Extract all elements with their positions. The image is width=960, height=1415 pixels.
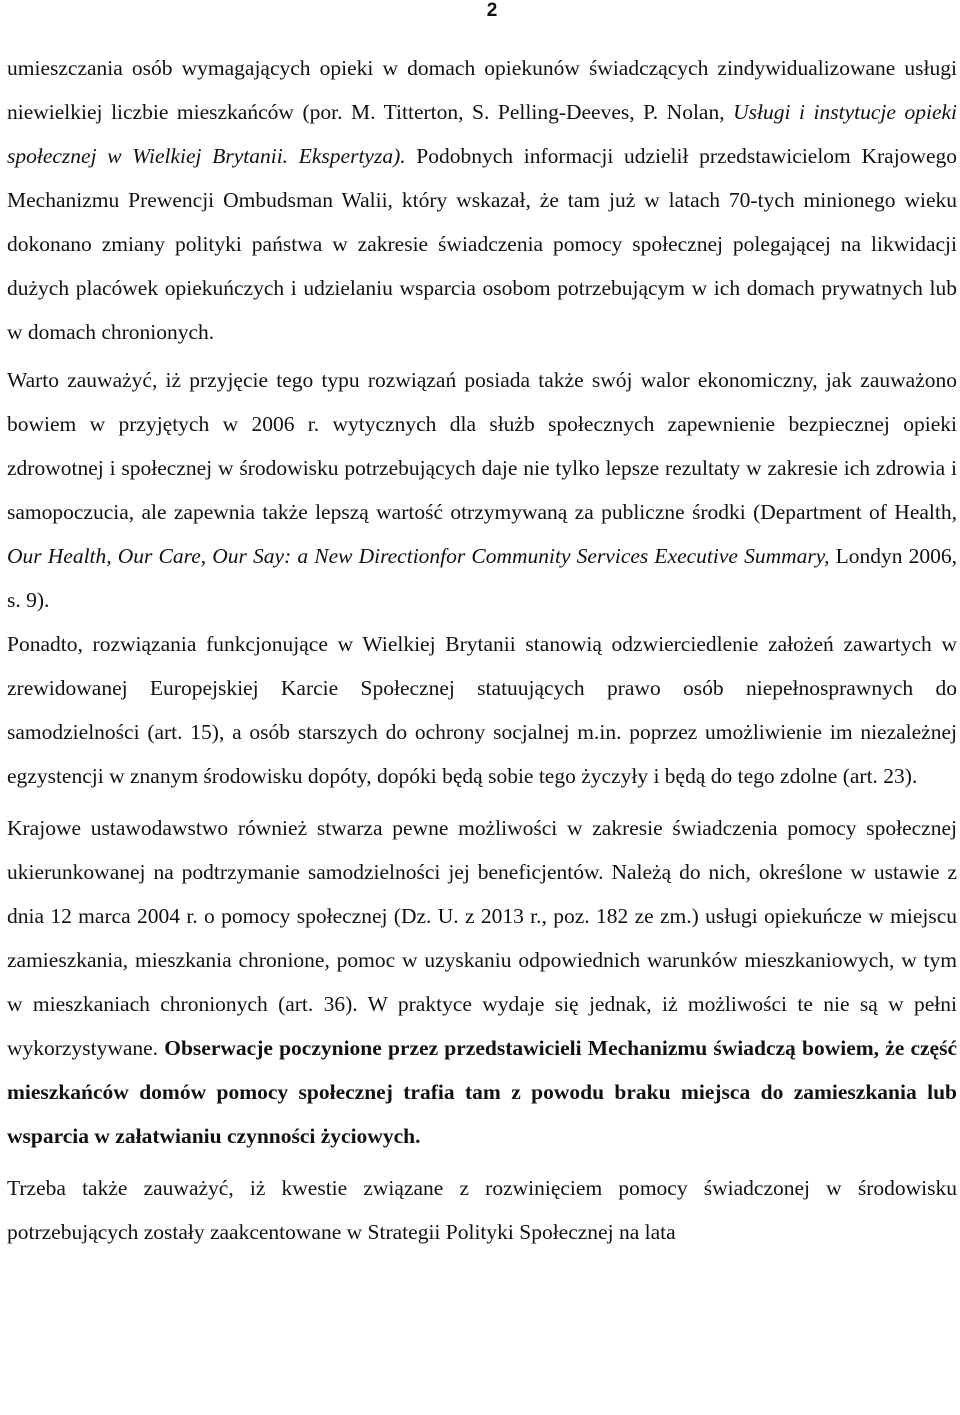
text-segment: Warto zauważyć, iż przyjęcie tego typu rozwiązań posiada także swój walor ekonomiczny, jak zauważono bowiem w przyjętych w 2006 r. wytycznych dla służb społecznych zapewnienie bezpiecznej opieki zdrowotnej i społecznej w środowisku potrzebujących daje nie tylko lepsze rezultaty w zakresie ich zdrowia i samopoczucia, ale zapewnia także lepszą wartość otrzymywaną za publiczne środki (Department of Health, <box>7 368 957 524</box>
citation-title: Our Health, Our Care, Our Say: a New Directionfor Community Services Executive Summary, <box>7 544 830 568</box>
paragraph-2 <box>7 358 957 622</box>
document-body <box>7 46 957 1254</box>
paragraph-3 <box>7 622 957 798</box>
text-segment: Krajowe ustawodawstwo również stwarza pewne możliwości w zakresie świadczenia pomocy społecznej ukierunkowanej na podtrzymanie samodzielności jej beneficjentów. Należą do nich, określone w ustawie z dnia 12 marca 2004 r. o pomocy społecznej (Dz. U. z 2013 r., poz. 182 ze zm.) usługi opiekuńcze w miejscu zamieszkania, mieszkania chronione, pomoc w uzyskaniu odpowiednich warunków mieszkaniowych, w tym w mieszkaniach chronionych (art. 36). W praktyce wydaje się jednak, iż możliwości te nie są w pełni wykorzystywane. <box>7 816 957 1060</box>
text-segment: umieszczania osób wymagających opieki w domach opiekunów świadczących zindywidualizowane usługi niewielkiej liczbie mieszkańców (por. M. Titterton, S. Pelling-Deeves, P. Nolan, <box>7 56 957 124</box>
page-number: 2 <box>486 0 498 21</box>
text-segment: Podobnych informacji udzielił przedstawicielom Krajowego Mechanizmu Prewencji Ombudsman Walii, który wskazał, że tam już w latach 70-tych minionego wieku dokonano zmiany polityki państwa w zakresie świadczenia pomocy społecznej polegającej na likwidacji dużych placówek opiekuńczych i udzielaniu wsparcia osobom potrzebującym w ich domach prywatnych lub w domach chronionych. <box>7 144 957 344</box>
text-segment: Londyn 2006, s. 9). <box>7 544 957 612</box>
paragraph-5 <box>7 1166 957 1254</box>
paragraph-4 <box>7 806 957 1158</box>
text-segment: Ponadto, rozwiązania funkcjonujące w Wielkiej Brytanii stanowią odzwierciedlenie założeń zawartych w zrewidowanej Europejskiej Karcie Społecznej statuujących prawo osób niepełnosprawnych do samodzielności (art. 15), a osób starszych do ochrony socjalnej m.in. poprzez umożliwienie im niezależnej egzystencji w znanym środowisku dopóty, dopóki będą sobie tego życzyły i będą do tego zdolne (art. 23). <box>7 632 957 788</box>
citation-title: Usługi i instytucje opieki społecznej w Wielkiej Brytanii. Ekspertyza). <box>7 100 957 168</box>
emphasized-finding: Obserwacje poczynione przez przedstawicieli Mechanizmu świadczą bowiem, że część mieszkańców domów pomocy społecznej trafia tam z powodu braku miejsca do zamieszkania lub wsparcia w załatwianiu czynności życiowych. <box>7 1036 958 1148</box>
paragraph-1 <box>7 46 957 354</box>
text-segment: Trzeba także zauważyć, iż kwestie związane z rozwinięciem pomocy świadczonej w środowisku potrzebujących zostały zaakcentowane w Strategii Polityki Społecznej na lata <box>7 1176 957 1244</box>
